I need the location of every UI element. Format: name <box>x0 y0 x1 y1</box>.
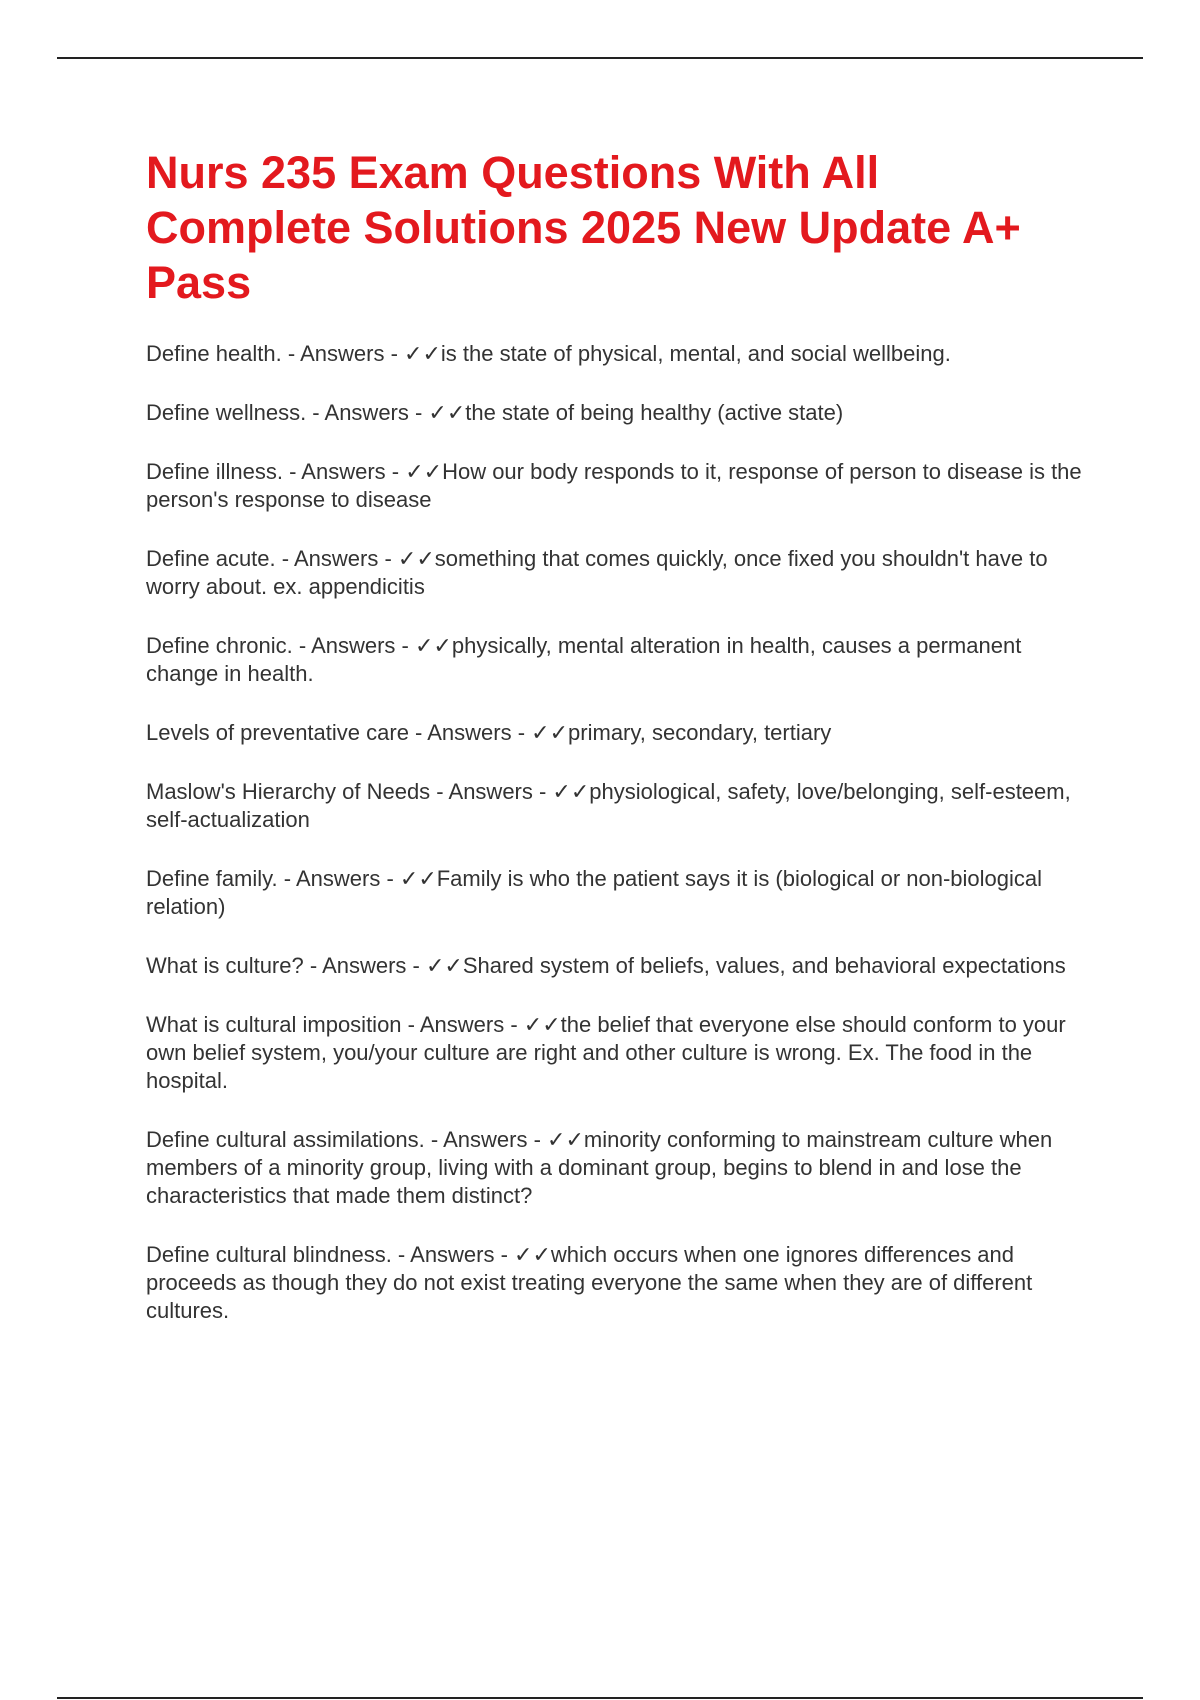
qa-item: Maslow's Hierarchy of Needs - Answers - ✓✓physiological, safety, love/belonging, self-esteem, self-actualization <box>146 779 1071 832</box>
qa-item: Define acute. - Answers - ✓✓something that comes quickly, once fixed you shouldn't have to worry about. ex. appendicitis <box>146 546 1048 599</box>
qa-item: Define cultural assimilations. - Answers - ✓✓minority conforming to mainstream culture when members of a minority group, living with a dominant group, begins to blend in and lose the characteristics that made them distinct? <box>146 1127 1053 1208</box>
qa-item: Define wellness. - Answers - ✓✓the state of being healthy (active state) <box>146 400 844 425</box>
bottom-divider <box>57 1697 1143 1699</box>
qa-list <box>146 340 1091 1325</box>
qa-item: What is cultural imposition - Answers - ✓✓the belief that everyone else should conform to your own belief system, you/your culture are right and other culture is wrong. Ex. The food in the hospital. <box>146 1012 1066 1093</box>
document-body <box>146 145 1091 1325</box>
qa-item: Define cultural blindness. - Answers - ✓✓which occurs when one ignores differences and proceeds as though they do not exist treating everyone the same when they are of different cultures. <box>146 1242 1033 1323</box>
qa-item: Levels of preventative care - Answers - ✓✓primary, secondary, tertiary <box>146 720 832 745</box>
qa-item: Define health. - Answers - ✓✓is the state of physical, mental, and social wellbeing. <box>146 341 951 366</box>
qa-item: Define chronic. - Answers - ✓✓physically, mental alteration in health, causes a permanent change in health. <box>146 633 1022 686</box>
qa-item: What is culture? - Answers - ✓✓Shared system of beliefs, values, and behavioral expectations <box>146 953 1066 978</box>
document-title: Nurs 235 Exam Questions With All Complete Solutions 2025 New Update A+ Pass <box>146 147 1021 308</box>
qa-item: Define illness. - Answers - ✓✓How our body responds to it, response of person to disease is the person's response to disease <box>146 459 1082 512</box>
qa-item: Define family. - Answers - ✓✓Family is who the patient says it is (biological or non-biological relation) <box>146 866 1043 919</box>
top-divider <box>57 57 1143 59</box>
